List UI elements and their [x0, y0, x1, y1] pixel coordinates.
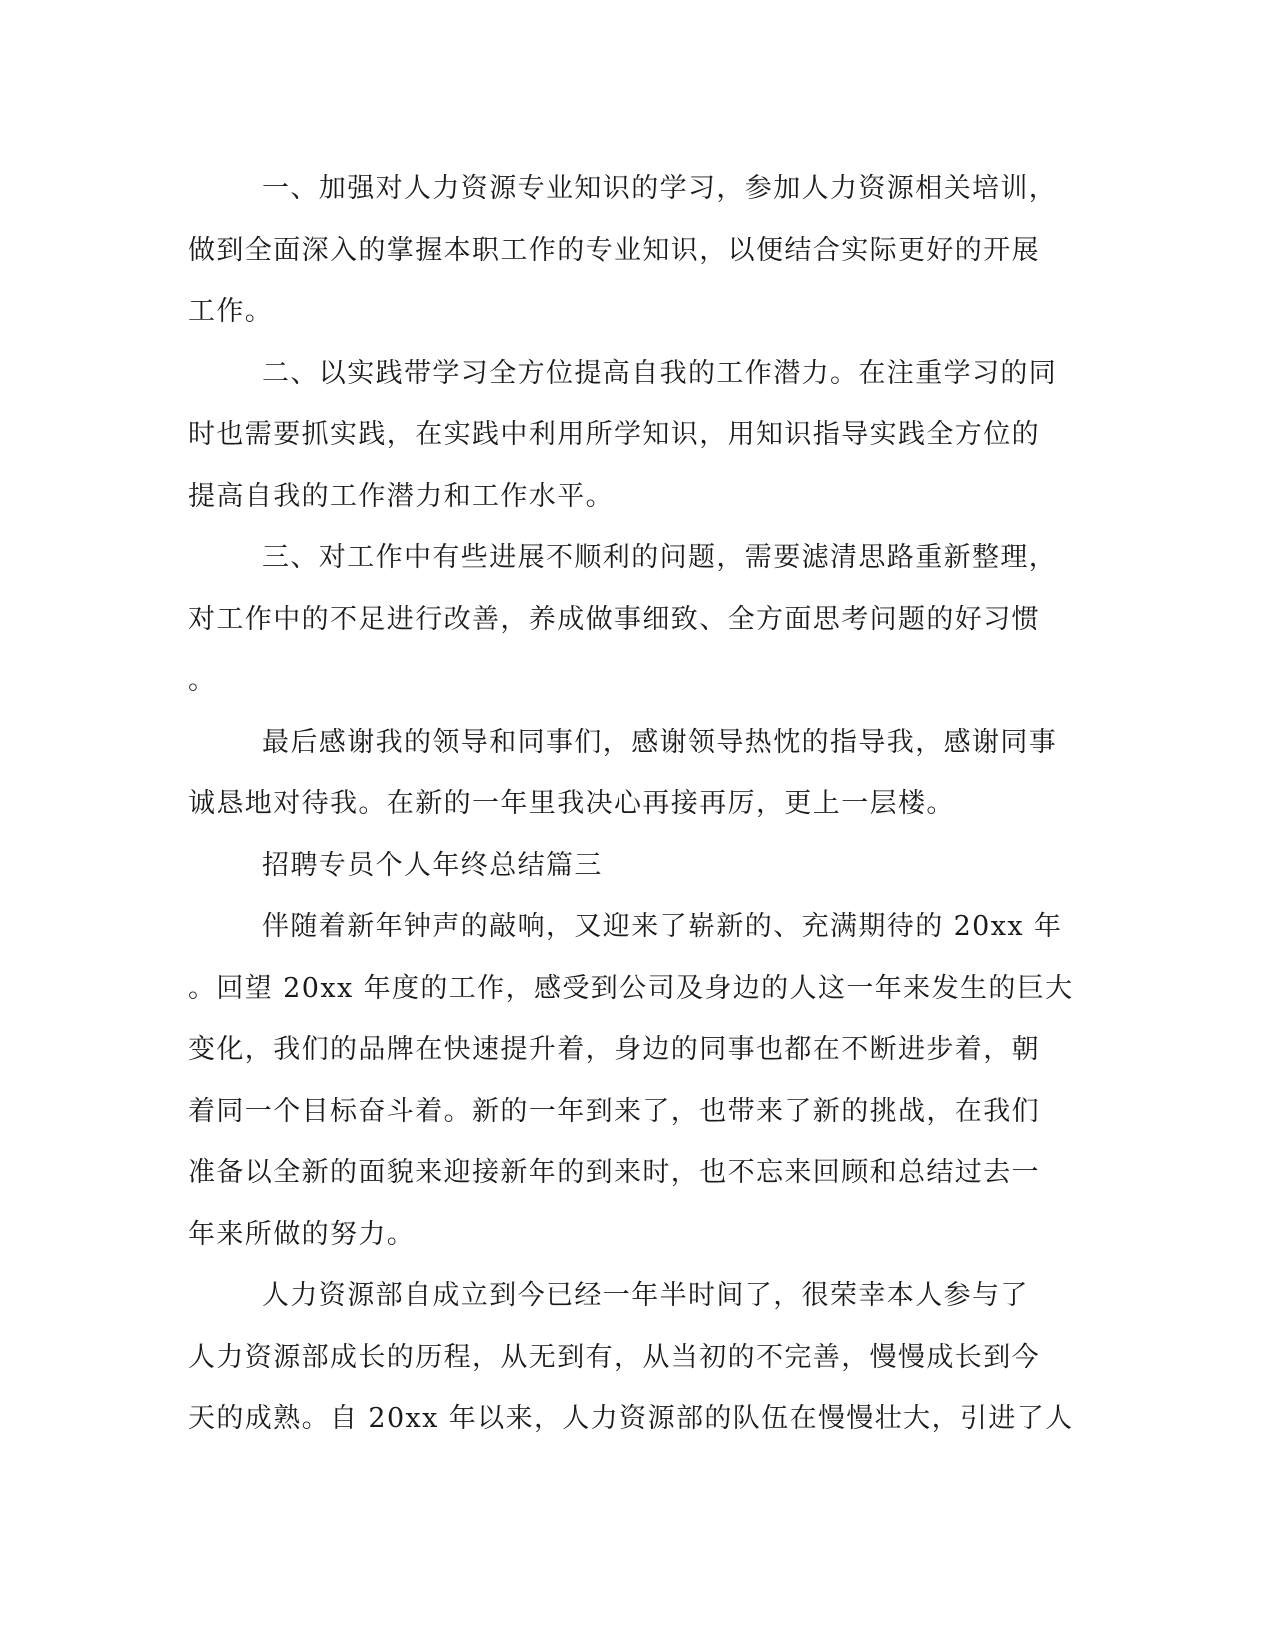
text-line: 天的成熟。自 20xx 年以来，人力资源部的队伍在慢慢壮大，引进了人 [188, 1403, 1074, 1434]
text-line: 最后感谢我的领导和同事们，感谢领导热忱的指导我，感谢同事 [262, 726, 1058, 758]
text-line: 做到全面深入的掌握本职工作的专业知识，以便结合实际更好的开展 [188, 234, 1040, 266]
text-line: 工作。 [188, 296, 274, 327]
text-line: 人力资源部成长的历程，从无到有，从当初的不完善，慢慢成长到今 [188, 1341, 1040, 1373]
text-line: 。 [188, 665, 217, 696]
text-line: 伴随着新年钟声的敲响，又迎来了崭新的、充满期待的 20xx 年 [262, 911, 1063, 942]
text-line: 一、加强对人力资源专业知识的学习，参加人力资源相关培训， [262, 173, 1058, 204]
text-line: 提高自我的工作潜力和工作水平。 [188, 480, 614, 512]
text-line: 变化，我们的品牌在快速提升着，身边的同事也都在不断进步着，朝 [188, 1034, 1040, 1065]
text-line: 二、以实践带学习全方位提高自我的工作潜力。在注重学习的同 [262, 357, 1058, 389]
text-line: 准备以全新的面貌来迎接新年的到来时，也不忘来回顾和总结过去一 [188, 1157, 1040, 1188]
text-line: 年来所做的努力。 [188, 1218, 416, 1250]
text-line: 人力资源部自成立到今已经一年半时间了，很荣幸本人参与了 [262, 1280, 1029, 1311]
text-line: 三、对工作中有些进展不顺利的问题，需要滤清思路重新整理， [262, 542, 1058, 573]
text-line: 时也需要抓实践，在实践中利用所学知识，用知识指导实践全方位的 [188, 419, 1040, 450]
text-line: 诚恳地对待我。在新的一年里我决心再接再厉，更上一层楼。 [188, 788, 955, 819]
document-body [188, 158, 1074, 1450]
text-line: 对工作中的不足进行改善，养成做事细致、全方面思考问题的好习惯 [188, 603, 1040, 635]
text-line: 。回望 20xx 年度的工作，感受到公司及身边的人这一年来发生的巨大 [188, 972, 1074, 1004]
text-line: 着同一个目标奋斗着。新的一年到来了，也带来了新的挑战，在我们 [188, 1095, 1040, 1127]
section-heading: 招聘专员个人年终总结篇三 [262, 849, 603, 881]
